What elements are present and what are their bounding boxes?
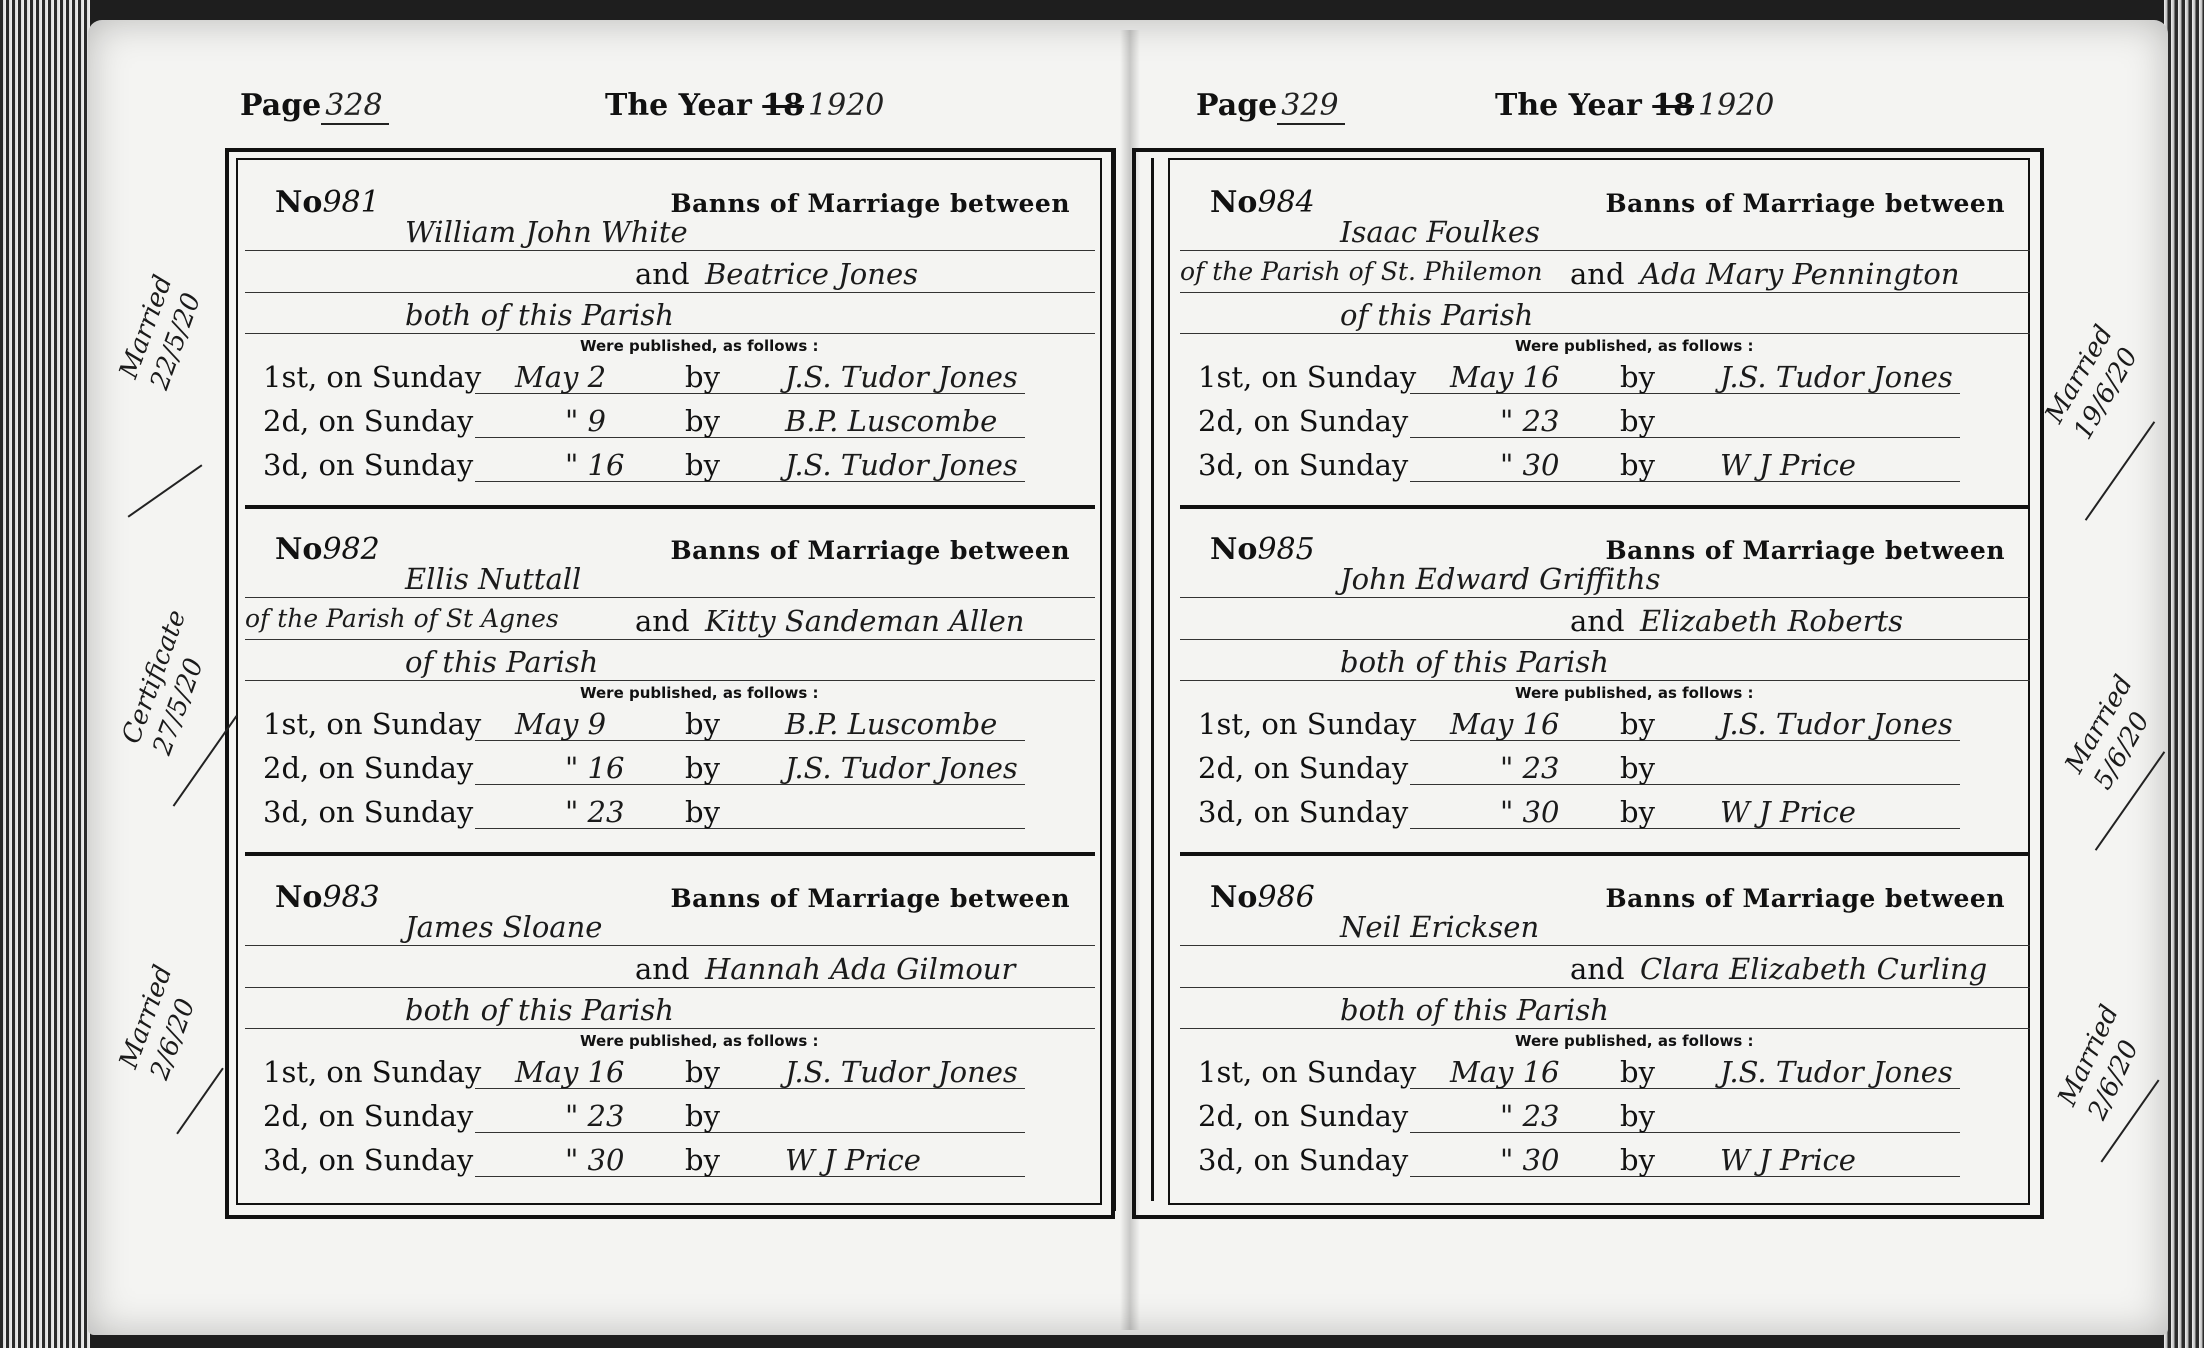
first-sunday-label: 1st, on Sunday bbox=[1198, 360, 1417, 394]
by-label: by bbox=[685, 707, 720, 741]
ruled-line bbox=[1410, 828, 1960, 829]
by-label: by bbox=[685, 404, 720, 438]
first-sunday-date: May 16 bbox=[1450, 1055, 1560, 1089]
residence: both of this Parish bbox=[1340, 993, 1609, 1027]
entry-separator bbox=[245, 852, 1095, 856]
bride-name: Ada Mary Pennington bbox=[1640, 257, 1960, 291]
by-label: by bbox=[1620, 1055, 1655, 1089]
second-sunday-date: " 23 bbox=[1500, 1099, 1560, 1133]
third-officiant: W J Price bbox=[785, 1143, 921, 1177]
ruled-line bbox=[245, 1028, 1095, 1029]
second-sunday-date: " 16 bbox=[565, 751, 625, 785]
ruled-line bbox=[245, 680, 1095, 681]
banns-heading: Banns of Marriage between bbox=[1605, 536, 2005, 565]
groom-name: Ellis Nuttall bbox=[405, 562, 582, 596]
by-label: by bbox=[1620, 795, 1655, 829]
entry-number: No981 bbox=[275, 185, 380, 220]
ruled-line bbox=[1180, 597, 2030, 598]
ruled-line bbox=[1410, 784, 1960, 785]
ruled-line bbox=[1410, 1176, 1960, 1177]
residence: both of this Parish bbox=[405, 993, 674, 1027]
published-label: Were published, as follows : bbox=[1515, 1032, 1754, 1050]
entry-number: No983 bbox=[275, 880, 380, 915]
second-sunday-date: " 23 bbox=[1500, 751, 1560, 785]
groom-name: William John White bbox=[405, 215, 688, 249]
third-officiant: W J Price bbox=[1720, 795, 1856, 829]
banns-heading: Banns of Marriage between bbox=[1605, 189, 2005, 218]
ruled-line bbox=[1180, 333, 2030, 334]
banns-heading: Banns of Marriage between bbox=[670, 189, 1070, 218]
third-sunday-date: " 23 bbox=[565, 795, 625, 829]
ruled-line bbox=[1410, 437, 1960, 438]
and-label: and bbox=[635, 604, 690, 638]
by-label: by bbox=[685, 448, 720, 482]
second-sunday-label: 2d, on Sunday bbox=[263, 1099, 474, 1133]
first-officiant: J.S. Tudor Jones bbox=[1720, 1055, 1953, 1089]
ruled-line bbox=[245, 987, 1095, 988]
published-label: Were published, as follows : bbox=[580, 1032, 819, 1050]
third-officiant: W J Price bbox=[1720, 1143, 1856, 1177]
groom-name: Neil Ericksen bbox=[1340, 910, 1540, 944]
left-page-number: Page 328 bbox=[240, 88, 389, 123]
ruled-line bbox=[245, 333, 1095, 334]
entry-number: No982 bbox=[275, 532, 380, 567]
right-year-heading: The Year 18 1920 bbox=[1495, 88, 1775, 123]
and-label: and bbox=[635, 952, 690, 986]
and-label: and bbox=[635, 257, 690, 291]
third-sunday-label: 3d, on Sunday bbox=[263, 448, 474, 482]
bride-name: Clara Elizabeth Curling bbox=[1640, 952, 1988, 986]
bride-name: Hannah Ada Gilmour bbox=[705, 952, 1016, 986]
ruled-line bbox=[245, 639, 1095, 640]
third-sunday-date: " 16 bbox=[565, 448, 625, 482]
first-sunday-date: May 2 bbox=[515, 360, 607, 394]
entry-separator bbox=[1180, 505, 2030, 509]
groom-name: Isaac Foulkes bbox=[1340, 215, 1540, 249]
ruled-line bbox=[1410, 1132, 1960, 1133]
groom-parish: of the Parish of St. Philemon bbox=[1180, 257, 1543, 286]
ruled-line bbox=[1180, 250, 2030, 251]
entry-number: No985 bbox=[1210, 532, 1315, 567]
binding-rule bbox=[1112, 148, 1116, 1211]
entry-separator bbox=[1180, 852, 2030, 856]
and-label: and bbox=[1570, 952, 1625, 986]
margin-note-984: Married 19/6/20 bbox=[2039, 320, 2144, 445]
residence: of this Parish bbox=[405, 645, 599, 679]
book-page-edges-left bbox=[0, 0, 90, 1348]
first-sunday-label: 1st, on Sunday bbox=[1198, 707, 1417, 741]
residence: of this Parish bbox=[1340, 298, 1534, 332]
second-sunday-label: 2d, on Sunday bbox=[1198, 404, 1409, 438]
second-sunday-date: " 9 bbox=[565, 404, 607, 438]
by-label: by bbox=[1620, 1099, 1655, 1133]
book-page-edges-right bbox=[2164, 0, 2204, 1348]
ruled-line bbox=[1180, 680, 2030, 681]
second-officiant: B.P. Luscombe bbox=[785, 404, 998, 438]
left-year-heading: The Year 18 1920 bbox=[605, 88, 885, 123]
entry-number: No984 bbox=[1210, 185, 1315, 220]
binding-rule-right bbox=[1151, 158, 1154, 1201]
second-officiant: J.S. Tudor Jones bbox=[785, 751, 1018, 785]
entry-separator bbox=[245, 505, 1095, 509]
first-officiant: J.S. Tudor Jones bbox=[1720, 360, 1953, 394]
ruled-line bbox=[475, 1176, 1025, 1177]
by-label: by bbox=[1620, 448, 1655, 482]
margin-note-985: Married 5/6/20 bbox=[2059, 670, 2156, 795]
ruled-line bbox=[245, 945, 1095, 946]
first-sunday-label: 1st, on Sunday bbox=[263, 1055, 482, 1089]
margin-note-981: Married 22/5/20 bbox=[113, 271, 207, 394]
second-sunday-label: 2d, on Sunday bbox=[1198, 1099, 1409, 1133]
second-sunday-label: 2d, on Sunday bbox=[263, 404, 474, 438]
published-label: Were published, as follows : bbox=[580, 337, 819, 355]
banns-heading: Banns of Marriage between bbox=[1605, 884, 2005, 913]
first-sunday-date: May 16 bbox=[1450, 360, 1560, 394]
margin-note-986: Married 2/6/20 bbox=[2052, 1000, 2145, 1125]
ruled-line bbox=[1180, 292, 2030, 293]
third-sunday-label: 3d, on Sunday bbox=[1198, 448, 1409, 482]
groom-parish: of the Parish of St Agnes bbox=[245, 604, 559, 633]
banns-heading: Banns of Marriage between bbox=[670, 884, 1070, 913]
ruled-line bbox=[475, 1132, 1025, 1133]
ruled-line bbox=[1180, 945, 2030, 946]
ruled-line bbox=[475, 828, 1025, 829]
ruled-line bbox=[1180, 639, 2030, 640]
by-label: by bbox=[1620, 360, 1655, 394]
residence: both of this Parish bbox=[405, 298, 674, 332]
banns-entry bbox=[245, 512, 1095, 857]
ruled-line bbox=[1180, 987, 2030, 988]
and-label: and bbox=[1570, 604, 1625, 638]
first-officiant: J.S. Tudor Jones bbox=[785, 1055, 1018, 1089]
third-sunday-label: 3d, on Sunday bbox=[1198, 1143, 1409, 1177]
third-sunday-label: 3d, on Sunday bbox=[263, 795, 474, 829]
ruled-line bbox=[245, 250, 1095, 251]
banns-entry bbox=[1180, 165, 2030, 510]
by-label: by bbox=[1620, 404, 1655, 438]
published-label: Were published, as follows : bbox=[1515, 684, 1754, 702]
by-label: by bbox=[685, 1055, 720, 1089]
first-sunday-label: 1st, on Sunday bbox=[263, 360, 482, 394]
third-sunday-date: " 30 bbox=[565, 1143, 625, 1177]
banns-entry bbox=[245, 165, 1095, 510]
ruled-line bbox=[1410, 481, 1960, 482]
and-label: and bbox=[1570, 257, 1625, 291]
by-label: by bbox=[685, 1099, 720, 1133]
by-label: by bbox=[685, 1143, 720, 1177]
bride-name: Elizabeth Roberts bbox=[1640, 604, 1903, 638]
second-sunday-date: " 23 bbox=[565, 1099, 625, 1133]
ruled-line bbox=[245, 597, 1095, 598]
groom-name: John Edward Griffiths bbox=[1340, 562, 1661, 596]
published-label: Were published, as follows : bbox=[1515, 337, 1754, 355]
first-sunday-date: May 16 bbox=[515, 1055, 625, 1089]
first-sunday-label: 1st, on Sunday bbox=[263, 707, 482, 741]
second-sunday-label: 2d, on Sunday bbox=[263, 751, 474, 785]
ruled-line bbox=[245, 292, 1095, 293]
ruled-line bbox=[1180, 1028, 2030, 1029]
by-label: by bbox=[685, 751, 720, 785]
third-sunday-label: 3d, on Sunday bbox=[263, 1143, 474, 1177]
published-label: Were published, as follows : bbox=[580, 684, 819, 702]
banns-entry bbox=[1180, 860, 2030, 1205]
first-sunday-date: May 16 bbox=[1450, 707, 1560, 741]
third-sunday-date: " 30 bbox=[1500, 448, 1560, 482]
second-sunday-label: 2d, on Sunday bbox=[1198, 751, 1409, 785]
first-officiant: J.S. Tudor Jones bbox=[1720, 707, 1953, 741]
first-sunday-date: May 9 bbox=[515, 707, 607, 741]
residence: both of this Parish bbox=[1340, 645, 1609, 679]
second-sunday-date: " 23 bbox=[1500, 404, 1560, 438]
first-officiant: J.S. Tudor Jones bbox=[785, 360, 1018, 394]
bride-name: Kitty Sandeman Allen bbox=[705, 604, 1025, 638]
third-sunday-date: " 30 bbox=[1500, 795, 1560, 829]
third-sunday-date: " 30 bbox=[1500, 1143, 1560, 1177]
third-officiant: W J Price bbox=[1720, 448, 1856, 482]
margin-note-982: Certificate 27/5/20 bbox=[116, 606, 210, 759]
bride-name: Beatrice Jones bbox=[705, 257, 918, 291]
first-sunday-label: 1st, on Sunday bbox=[1198, 1055, 1417, 1089]
groom-name: James Sloane bbox=[405, 910, 603, 944]
banns-heading: Banns of Marriage between bbox=[670, 536, 1070, 565]
third-officiant: J.S. Tudor Jones bbox=[785, 448, 1018, 482]
by-label: by bbox=[685, 360, 720, 394]
banns-entry bbox=[245, 860, 1095, 1205]
by-label: by bbox=[685, 795, 720, 829]
by-label: by bbox=[1620, 751, 1655, 785]
entry-number: No986 bbox=[1210, 880, 1315, 915]
third-sunday-label: 3d, on Sunday bbox=[1198, 795, 1409, 829]
right-page-number: Page 329 bbox=[1196, 88, 1345, 123]
margin-note-983: Married 2/6/20 bbox=[113, 961, 202, 1084]
banns-entry bbox=[1180, 512, 2030, 857]
by-label: by bbox=[1620, 1143, 1655, 1177]
by-label: by bbox=[1620, 707, 1655, 741]
first-officiant: B.P. Luscombe bbox=[785, 707, 998, 741]
